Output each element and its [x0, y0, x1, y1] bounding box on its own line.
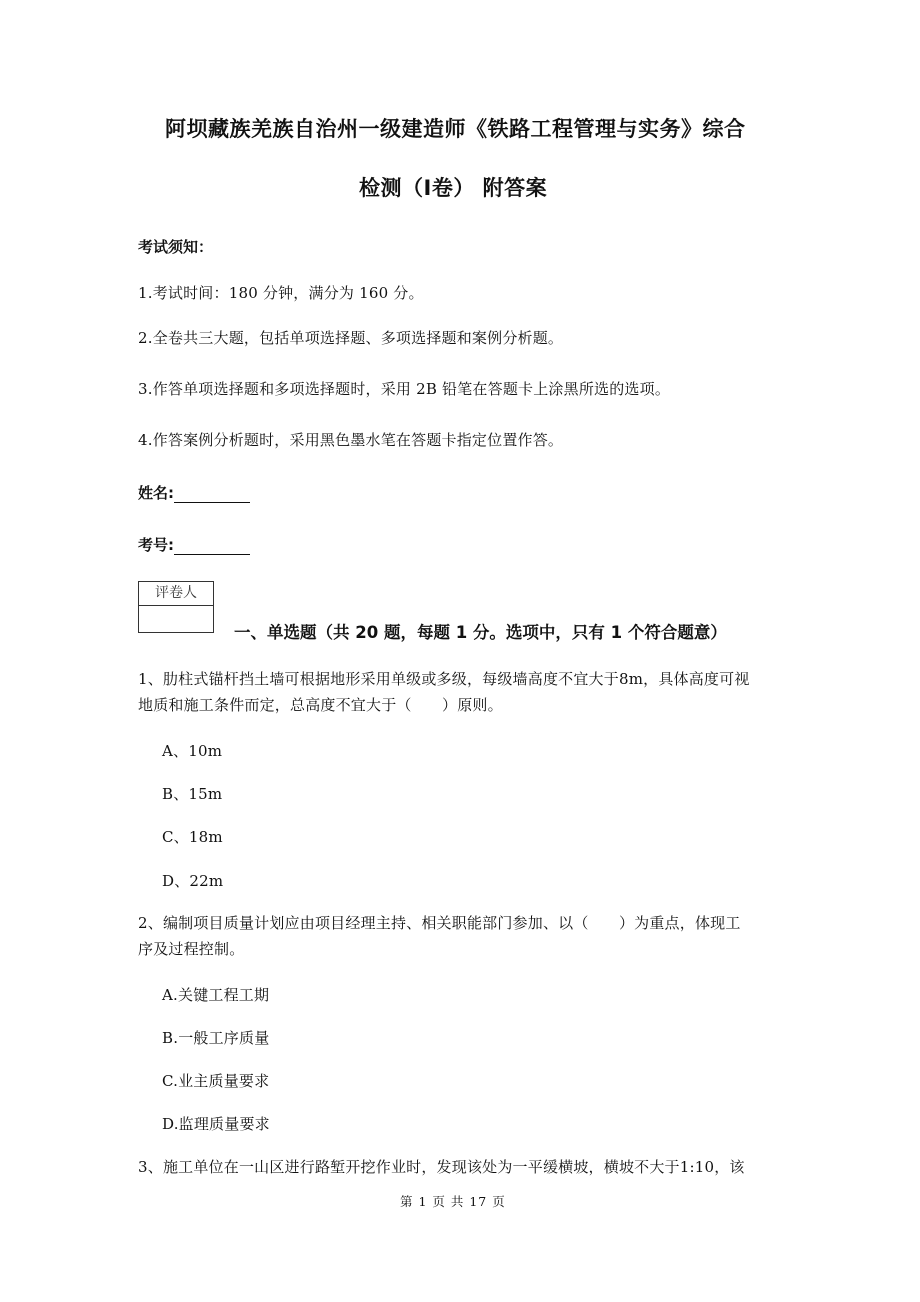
question-option: D、22m [162, 872, 224, 890]
question-stem: 地质和施工条件而定，总高度不宜大于（ ）原则。 [138, 696, 503, 714]
question-option: A.关键工程工期 [162, 986, 270, 1004]
question-stem: 3、施工单位在一山区进行路堑开挖作业时，发现该处为一平缓横坡，横坡不大于1:10，该 [138, 1158, 745, 1176]
section-title: 一、单选题（共 20 题，每题 1 分。选项中，只有 1 个符合题意） [234, 623, 727, 642]
notice-item: 1.考试时间：180 分钟，满分为 160 分。 [138, 284, 424, 302]
notice-item: 3.作答单项选择题和多项选择题时，采用 2B 铅笔在答题卡上涂黑所选的选项。 [138, 380, 671, 398]
document-title-line2: 检测（I卷） 附答案 [359, 176, 548, 200]
question-stem: 2、编制项目质量计划应由项目经理主持、相关职能部门参加、以（ ）为重点，体现工 [138, 914, 741, 932]
id-field [138, 534, 250, 555]
grader-label: 评卷人 [139, 582, 213, 606]
name-field [138, 482, 250, 503]
question-option: D.监理质量要求 [162, 1115, 270, 1133]
question-option: B、15m [162, 785, 223, 803]
question-stem: 1、肋柱式锚杆挡土墙可根据地形采用单级或多级，每级墙高度不宜大于8m，具体高度可视 [138, 670, 750, 688]
page-footer: 第 1 页 共 17 页 [400, 1194, 506, 1209]
notice-item: 2.全卷共三大题，包括单项选择题、多项选择题和案例分析题。 [138, 329, 564, 347]
question-option: C、18m [162, 828, 223, 846]
name-blank [174, 487, 250, 503]
notice-heading: 考试须知： [138, 238, 214, 256]
name-label: 姓名: [138, 484, 174, 502]
question-option: B.一般工序质量 [162, 1029, 270, 1047]
question-stem: 序及过程控制。 [138, 940, 245, 958]
notice-item: 4.作答案例分析题时，采用黑色墨水笔在答题卡指定位置作答。 [138, 431, 564, 449]
question-option: C.业主质量要求 [162, 1072, 270, 1090]
question-option: A、10m [162, 742, 223, 760]
id-label: 考号: [138, 536, 174, 554]
document-title-line1: 阿坝藏族羌族自治州一级建造师《铁路工程管理与实务》综合 [165, 117, 746, 141]
grader-box [138, 581, 214, 633]
id-blank [174, 539, 250, 555]
